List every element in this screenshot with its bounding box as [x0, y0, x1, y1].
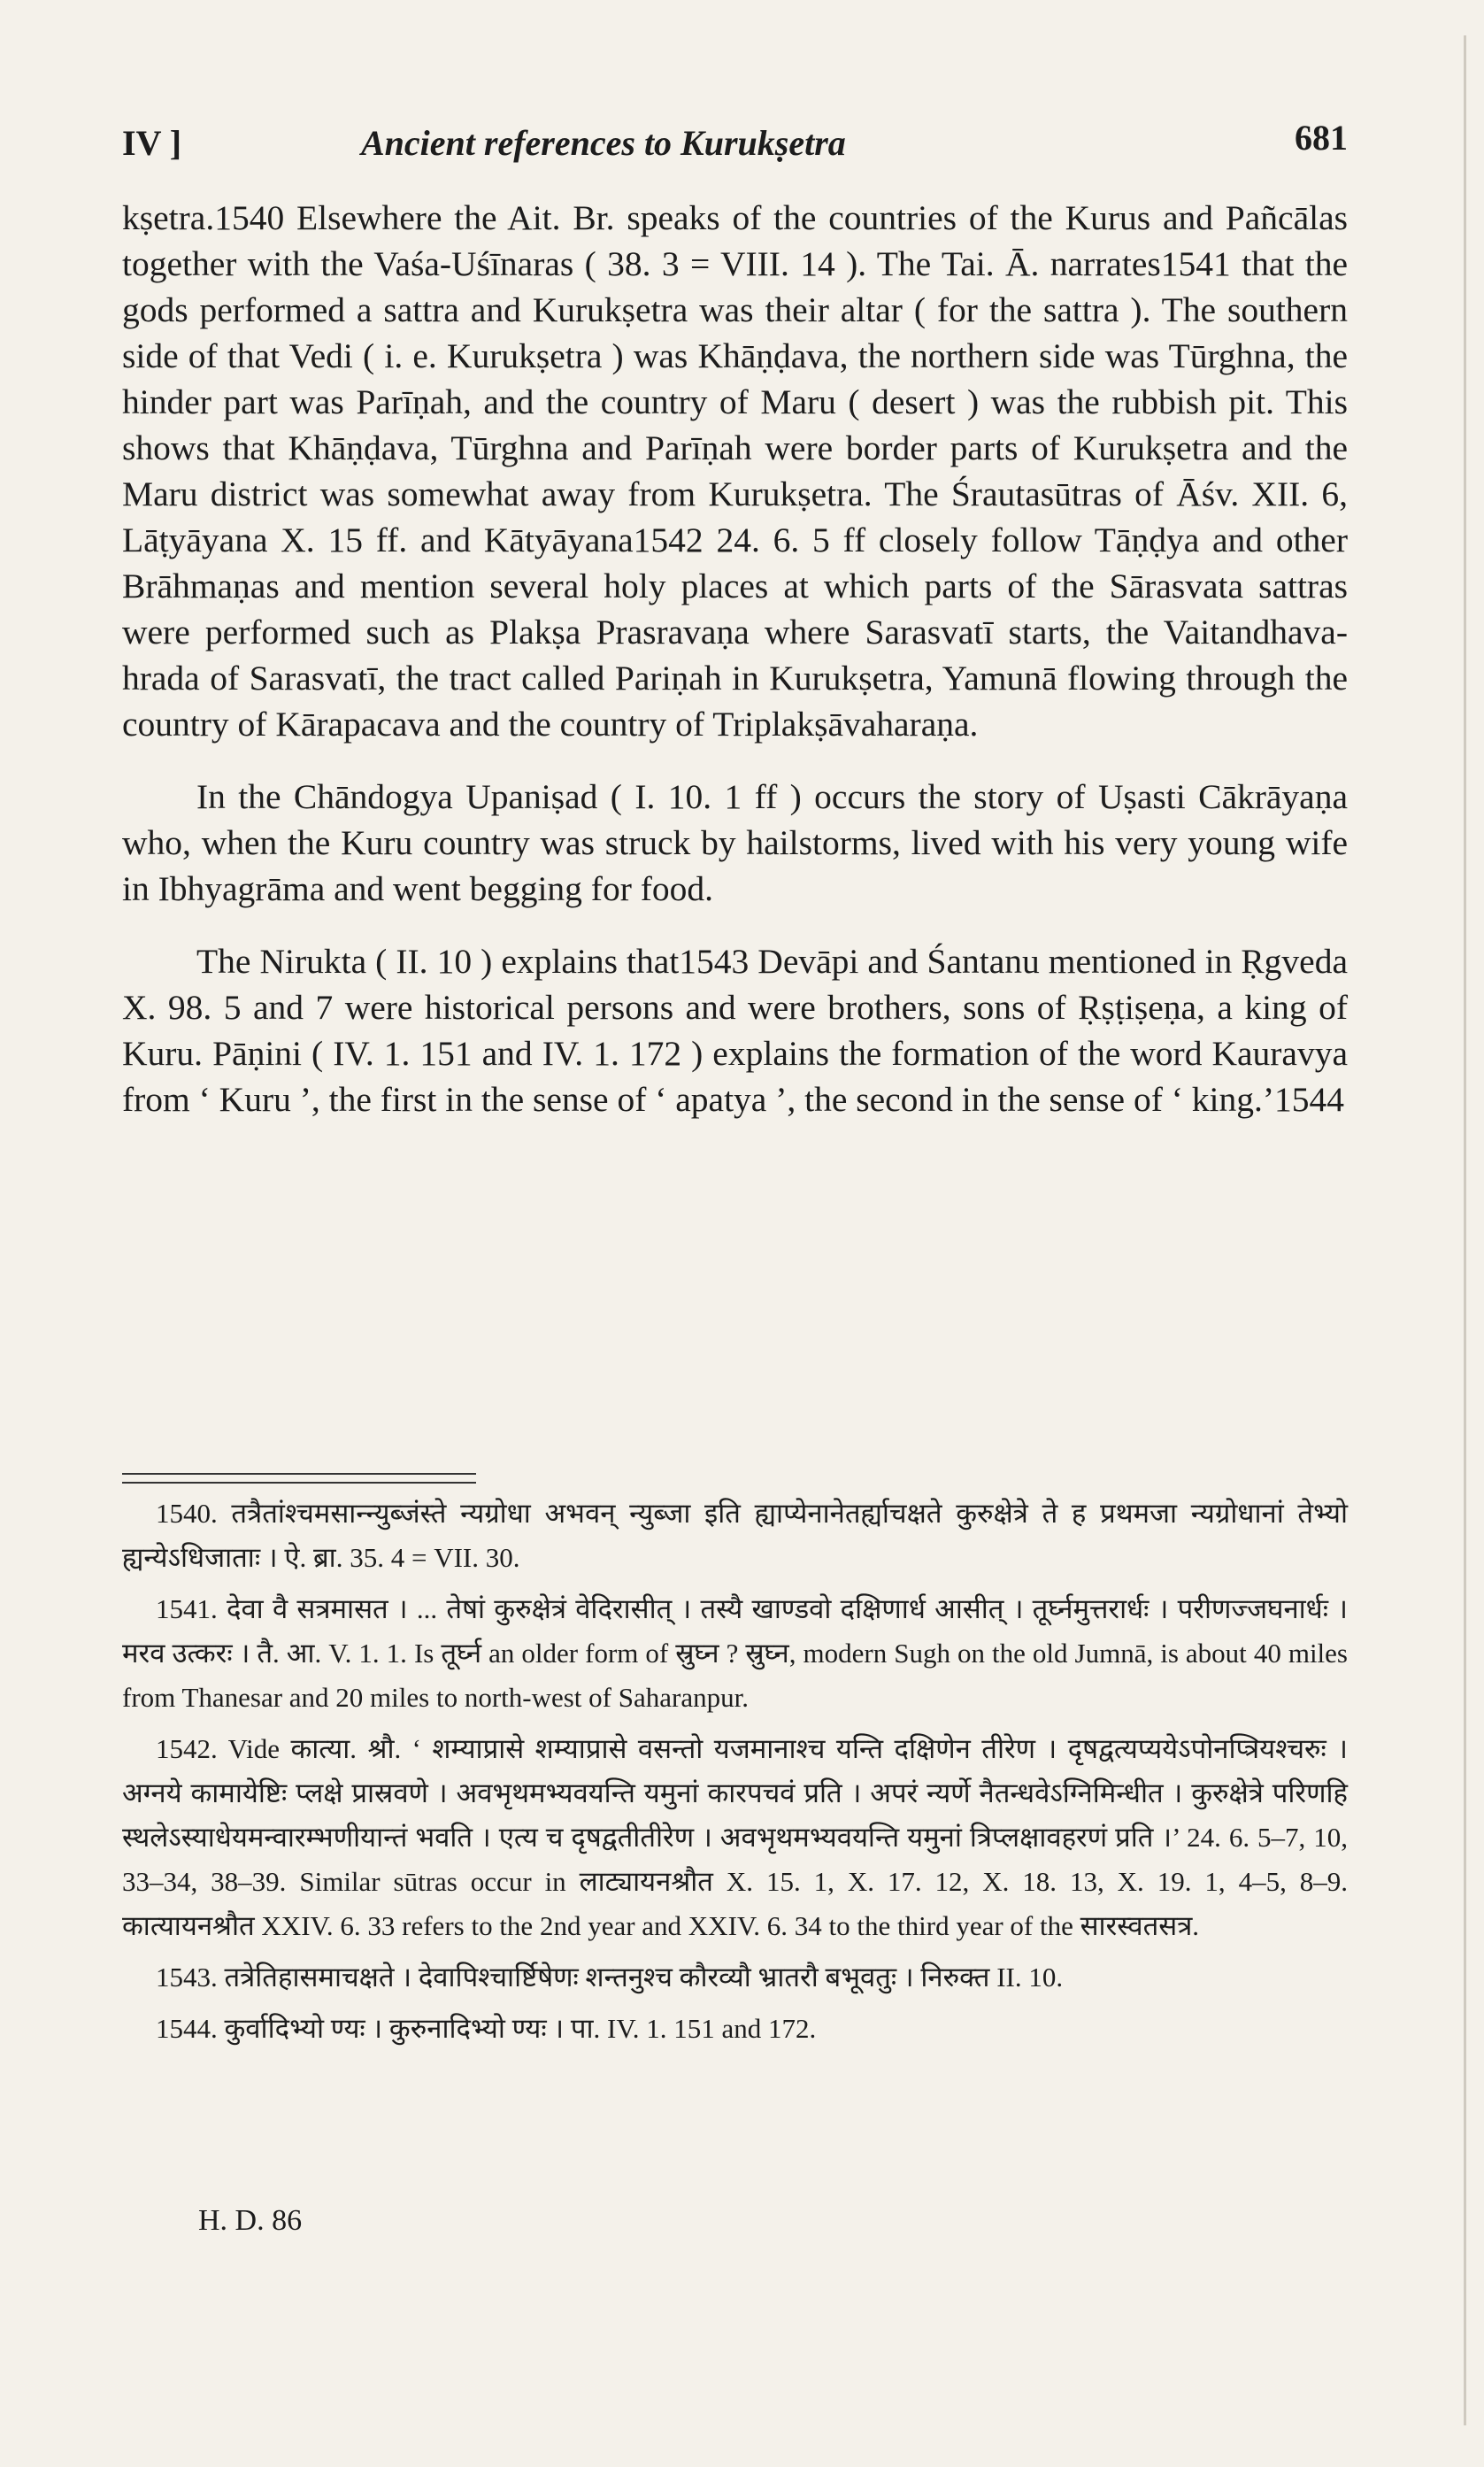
- paragraph-3: The Nirukta ( II. 10 ) explains that1543 Devāpi and Śantanu mentioned in Ṛgveda X. 98. 5 and 7 were historical persons and were brothers, sons of Ṛṣṭiṣeṇa, a king of Kuru. Pāṇini ( IV. 1. 151 and IV. 1. 172 ) explains the formation of the word Kauravya from ‘ Kuru ’, the first in the sense of ‘ apatya ’, the second in the sense of ‘ king.’1544: [122, 942, 1348, 1119]
- footnote-1542: 1542. Vide कात्या. श्रौ. ‘ शम्याप्रासे शम्याप्रासे वसन्तो यजमानाश्च यन्ति दक्षिणेन तीरेण । दृषद्वत्यप्ययेऽपोनप्त्रियश्चरुः । अग्नये कामायेष्टिः प्लक्षे प्रास्रवणे । अवभृथमभ्यवयन्ति यमुनां कारपचवं प्रति । अपरं न्यर्णे नैतन्धवेऽग्निमिन्धीत । कुरुक्षेत्रे परिणहि स्थलेऽस्याधेयमन्वारम्भणीयान्तं भवति । एत्य च दृषद्वतीतीरेण । अवभृथमभ्यवयन्ति यमुनां त्रिप्लक्षावहरणं प्रति ।’ 24. 6. 5–7, 10, 33–34, 38–39. Similar sūtras occur in लाट्यायनश्रौत X. 15. 1, X. 17. 12, X. 18. 13, X. 19. 1, 4–5, 8–9. कात्यायनश्रौत XXIV. 6. 33 refers to the 2nd year and XXIV. 6. 34 to the third year of the सारस्वतसत्र.: [122, 1733, 1348, 1941]
- footnote-separator: [122, 1473, 476, 1484]
- footnote-1540: 1540. तत्रैतांश्चमसान्न्युब्जंस्ते न्यग्रोधा अभवन् न्युब्जा इति ह्याप्येनानेतर्ह्याचक्षते कुरुक्षेत्रे ते ह प्रथमजा न्यग्रोधानां तेभ्यो ह्यन्येऽधिजाताः । ऐ. ब्रा. 35. 4 = VII. 30.: [122, 1498, 1348, 1573]
- running-title: Ancient references to Kurukṣetra: [361, 123, 846, 163]
- main-text: [122, 195, 1348, 1149]
- page-gutter-line: [1464, 35, 1466, 2425]
- footnote-1544: 1544. कुर्वादिभ्यो ण्यः । कुरुनादिभ्यो ण्यः । पा. IV. 1. 151 and 172.: [156, 2013, 817, 2044]
- footnotes: [122, 1492, 1348, 2058]
- paragraph-2: In the Chāndogya Upaniṣad ( I. 10. 1 ff ) occurs the story of Uṣasti Cākrāyaṇa who, when the Kuru country was struck by hailstorms, lived with his very young wife in Ibhyagrāma and went begging for food.: [122, 777, 1348, 908]
- section-number: IV ]: [122, 123, 182, 163]
- paragraph-1: kṣetra.1540 Elsewhere the Ait. Br. speaks of the countries of the Kurus and Pañcālas together with the Vaśa-Uśīnaras ( 38. 3 = VIII. 14 ). The Tai. Ā. narrates1541 that the gods performed a sattra and Kurukṣetra was their altar ( for the sattra ). The southern side of that Vedi ( i. e. Kurukṣetra ) was Khāṇḍava, the northern side was Tūrghna, the hinder part was Parīṇah, and the country of Maru ( desert ) was the rubbish pit. This shows that Khāṇḍava, Tūrghna and Parīṇah were border parts of Kurukṣetra and the Maru district was somewhat away from Kurukṣetra. The Śrautasūtras of Āśv. XII. 6, Lāṭyāyana X. 15 ff. and Kātyāyana1542 24. 6. 5 ff closely follow Tāṇḍya and other Brāhmaṇas and mention several holy places at which parts of the Sārasvata sattras were performed such as Plakṣa Prasravaṇa where Sarasvatī starts, the Vaitandhava-hrada of Sarasvatī, the tract called Pariṇah in Kurukṣetra, Yamunā flowing through the country of Kārapacava and the country of Triplakṣāvaharaṇa.: [122, 198, 1348, 744]
- running-header: [122, 118, 1348, 166]
- footnote-1541: 1541. देवा वै सत्रमासत । ... तेषां कुरुक्षेत्रं वेदिरासीत् । तस्यै खाण्डवो दक्षिणार्ध आसीत् । तूर्घ्नमुत्तरार्धः । परीणज्जघनार्धः । मरव उत्करः । तै. आ. V. 1. 1. Is तूर्घ्न an older form of स्रुघ्न ? स्रुघ्न, modern Sugh on the old Jumnā, is about 40 miles from Thanesar and 20 miles to north-west of Saharanpur.: [122, 1593, 1348, 1713]
- signature-mark: H. D. 86: [198, 2204, 303, 2237]
- footnote-1543: 1543. तत्रेतिहासमाचक्षते । देवापिश्चार्ष्टिषेणः शन्तनुश्च कौरव्यौ भ्रातरौ बभूवतुः । निरुक्त II. 10.: [156, 1962, 1064, 1993]
- page-number: 681: [1295, 118, 1348, 158]
